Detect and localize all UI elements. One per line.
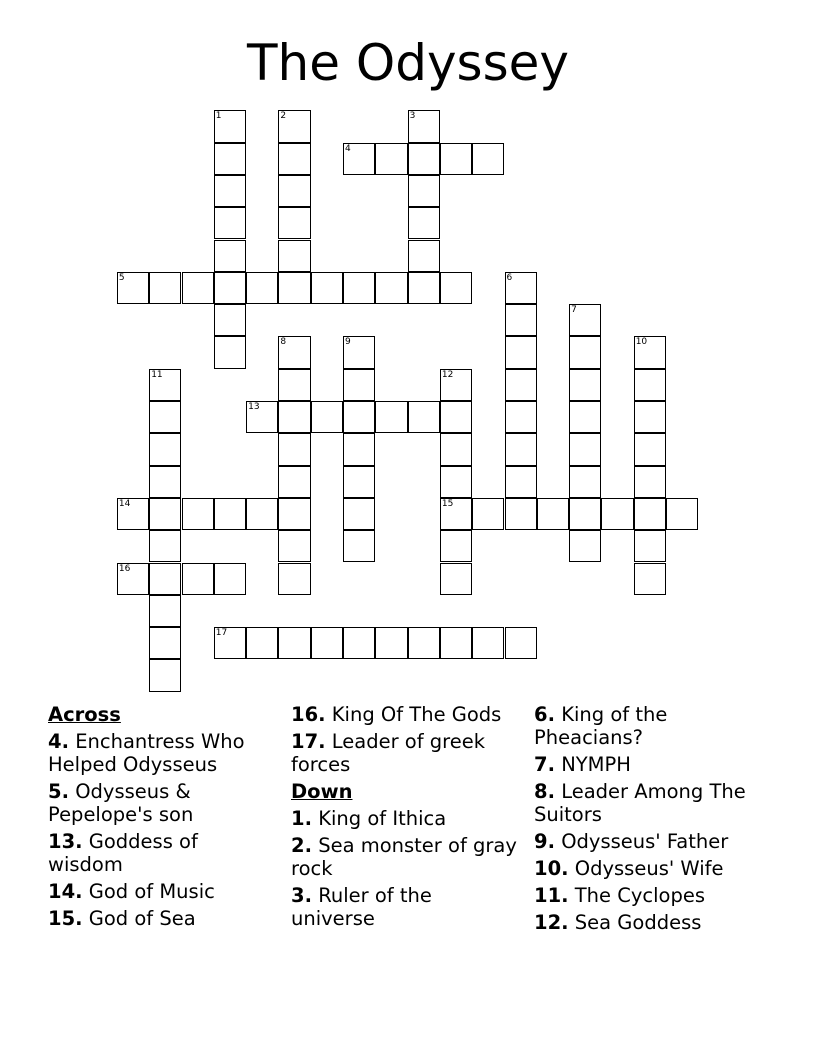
clue-across-16: 16. King Of The Gods	[291, 703, 502, 726]
cell-number: 1	[215, 111, 222, 122]
grid-cell[interactable]	[505, 401, 537, 433]
grid-cell[interactable]	[278, 336, 310, 368]
cell-number: 2	[280, 111, 287, 122]
clue-across-17: 17. Leader of greek forces	[291, 730, 486, 776]
grid-cell[interactable]	[375, 627, 407, 659]
grid-cell[interactable]	[149, 659, 181, 691]
grid-cell[interactable]	[214, 563, 246, 595]
cell-number: 5	[118, 272, 125, 283]
grid-cell[interactable]	[214, 110, 246, 142]
grid-cell[interactable]	[214, 498, 246, 530]
cell-number: 9	[345, 337, 351, 348]
grid-cell[interactable]	[408, 627, 440, 659]
clue-across-4: 4. Enchantress Who Helped Odysseus	[48, 730, 245, 776]
grid-cell[interactable]	[634, 563, 666, 595]
grid-cell[interactable]	[408, 143, 440, 175]
grid-cell[interactable]	[278, 433, 310, 465]
clue-across-13: 13. Goddess of wisdom	[48, 830, 198, 876]
grid-cell[interactable]	[149, 498, 181, 530]
grid-cell[interactable]	[569, 401, 601, 433]
grid-cell[interactable]	[278, 498, 310, 530]
grid-cell[interactable]	[440, 466, 472, 498]
grid-cell[interactable]	[472, 498, 504, 530]
grid-cell[interactable]	[569, 498, 601, 530]
grid-cell[interactable]	[440, 272, 472, 304]
grid-cell[interactable]	[569, 466, 601, 498]
clue-column-1	[48, 700, 273, 934]
grid-cell[interactable]	[343, 369, 375, 401]
grid-cell[interactable]	[505, 336, 537, 368]
grid-cell[interactable]	[440, 498, 472, 530]
across-heading: Across	[48, 703, 121, 726]
grid-cell[interactable]	[246, 272, 278, 304]
grid-cell[interactable]	[278, 466, 310, 498]
clue-down-7: 7. NYMPH	[534, 753, 631, 776]
clue-down-12: 12. Sea Goddess	[534, 911, 702, 934]
grid-cell[interactable]	[311, 627, 343, 659]
grid-cell[interactable]	[505, 272, 537, 304]
grid-cell[interactable]	[440, 530, 472, 562]
grid-cell[interactable]	[182, 563, 214, 595]
grid-cell[interactable]	[505, 627, 537, 659]
grid-cell[interactable]	[408, 207, 440, 239]
grid-cell[interactable]	[214, 304, 246, 336]
cell-number: 14	[118, 498, 131, 509]
grid-cell[interactable]	[505, 369, 537, 401]
grid-cell[interactable]	[214, 240, 246, 272]
grid-cell[interactable]	[278, 175, 310, 207]
grid-cell[interactable]	[343, 466, 375, 498]
puzzle-title: The Odyssey	[246, 34, 570, 92]
clue-down-2: 2. Sea monster of gray rock	[291, 834, 517, 880]
grid-cell[interactable]	[246, 401, 278, 433]
cell-number: 13	[248, 402, 260, 412]
grid-cell[interactable]	[634, 336, 666, 368]
grid-cell[interactable]	[569, 369, 601, 401]
grid-cell[interactable]	[634, 433, 666, 465]
grid-cell[interactable]	[472, 627, 504, 659]
grid-cell[interactable]	[149, 466, 181, 498]
grid-cell[interactable]	[311, 401, 343, 433]
grid-cell[interactable]	[214, 207, 246, 239]
grid-cell[interactable]	[569, 530, 601, 562]
grid-cell[interactable]	[440, 433, 472, 465]
grid-cell[interactable]	[278, 110, 310, 142]
cell-number: 11	[151, 369, 163, 380]
grid-cell[interactable]	[149, 272, 181, 304]
grid-cell[interactable]	[634, 498, 666, 530]
grid-cell[interactable]	[149, 563, 181, 595]
grid-cell[interactable]	[246, 498, 278, 530]
grid-cell[interactable]	[278, 207, 310, 239]
grid-cell[interactable]	[634, 466, 666, 498]
grid-cell[interactable]	[440, 627, 472, 659]
grid-cell[interactable]	[472, 143, 504, 175]
grid-cell[interactable]	[182, 272, 214, 304]
grid-cell[interactable]	[182, 498, 214, 530]
grid-cell[interactable]	[149, 369, 181, 401]
grid-cell[interactable]	[278, 369, 310, 401]
grid-cell[interactable]	[569, 433, 601, 465]
grid-cell[interactable]	[149, 595, 181, 627]
clue-across-15: 15. God of Sea	[48, 907, 196, 930]
cell-number: 17	[215, 628, 228, 639]
clue-down-11: 11. The Cyclopes	[534, 884, 705, 907]
clue-down-9: 9. Odysseus' Father	[534, 830, 729, 853]
grid-cell[interactable]	[343, 433, 375, 465]
cell-number: 4	[345, 143, 351, 154]
cell-number: 15	[441, 498, 454, 509]
clue-down-6: 6. King of the Pheacians?	[534, 703, 668, 749]
grid-cell[interactable]	[601, 498, 633, 530]
grid-cell[interactable]	[408, 272, 440, 304]
grid-cell[interactable]	[505, 433, 537, 465]
grid-cell[interactable]	[117, 498, 149, 530]
grid-cell[interactable]	[343, 143, 375, 175]
grid-cell[interactable]	[214, 627, 246, 659]
grid-cell[interactable]	[214, 143, 246, 175]
grid-cell[interactable]	[343, 530, 375, 562]
grid-cell[interactable]	[634, 530, 666, 562]
grid-cell[interactable]	[278, 143, 310, 175]
clue-down-10: 10. Odysseus' Wife	[534, 857, 724, 880]
grid-cell[interactable]	[375, 272, 407, 304]
grid-cell[interactable]	[343, 336, 375, 368]
grid-cell[interactable]	[149, 433, 181, 465]
grid-cell[interactable]	[311, 272, 343, 304]
grid-cell[interactable]	[278, 530, 310, 562]
clue-down-1: 1. King of Ithica	[291, 807, 447, 830]
clue-column-3	[534, 700, 764, 938]
cell-number: 3	[409, 111, 416, 122]
clue-column-2	[291, 700, 521, 934]
grid-cell[interactable]	[149, 530, 181, 562]
grid-cell[interactable]	[149, 627, 181, 659]
grid-cell[interactable]	[214, 175, 246, 207]
grid-cell[interactable]	[278, 627, 310, 659]
cell-number: 7	[571, 305, 577, 316]
grid-cell[interactable]	[408, 110, 440, 142]
grid-cell[interactable]	[569, 304, 601, 336]
grid-cell[interactable]	[117, 563, 149, 595]
clue-across-5: 5. Odysseus & Pepelope's son	[48, 780, 194, 826]
clue-down-8: 8. Leader Among The Suitors	[534, 780, 746, 826]
grid-cell[interactable]	[246, 627, 278, 659]
grid-cell[interactable]	[408, 175, 440, 207]
grid-cell[interactable]	[343, 498, 375, 530]
grid-cell[interactable]	[343, 401, 375, 433]
grid-cell[interactable]	[505, 304, 537, 336]
grid-cell[interactable]	[375, 401, 407, 433]
grid-cell[interactable]	[214, 272, 246, 304]
grid-cell[interactable]	[440, 143, 472, 175]
grid-cell[interactable]	[375, 143, 407, 175]
grid-cell[interactable]	[537, 498, 569, 530]
grid-cell[interactable]	[278, 401, 310, 433]
grid-cell[interactable]	[149, 401, 181, 433]
grid-cell[interactable]	[440, 563, 472, 595]
grid-cell[interactable]	[408, 240, 440, 272]
grid-cell[interactable]	[505, 466, 537, 498]
grid-cell[interactable]	[278, 563, 310, 595]
grid-cell[interactable]	[278, 240, 310, 272]
grid-cell[interactable]	[666, 498, 698, 530]
grid-cell[interactable]	[440, 401, 472, 433]
cell-number: 12	[441, 369, 454, 380]
grid-cell[interactable]	[117, 272, 149, 304]
clue-across-14: 14. God of Music	[48, 880, 215, 903]
clue-down-3: 3. Ruler of the universe	[291, 884, 432, 930]
grid-cell[interactable]	[634, 401, 666, 433]
cell-number: 8	[280, 337, 287, 348]
grid-cell[interactable]	[343, 272, 375, 304]
cell-number: 6	[506, 272, 513, 283]
grid-cell[interactable]	[569, 336, 601, 368]
grid-cell[interactable]	[440, 369, 472, 401]
grid-cell[interactable]	[505, 498, 537, 530]
down-heading: Down	[291, 780, 353, 803]
grid-cell[interactable]	[278, 272, 310, 304]
grid-cell[interactable]	[343, 627, 375, 659]
grid-cell[interactable]	[214, 336, 246, 368]
cell-number: 16	[118, 563, 131, 574]
grid-cell[interactable]	[634, 369, 666, 401]
cell-number: 10	[635, 337, 648, 348]
grid-cell[interactable]	[408, 401, 440, 433]
